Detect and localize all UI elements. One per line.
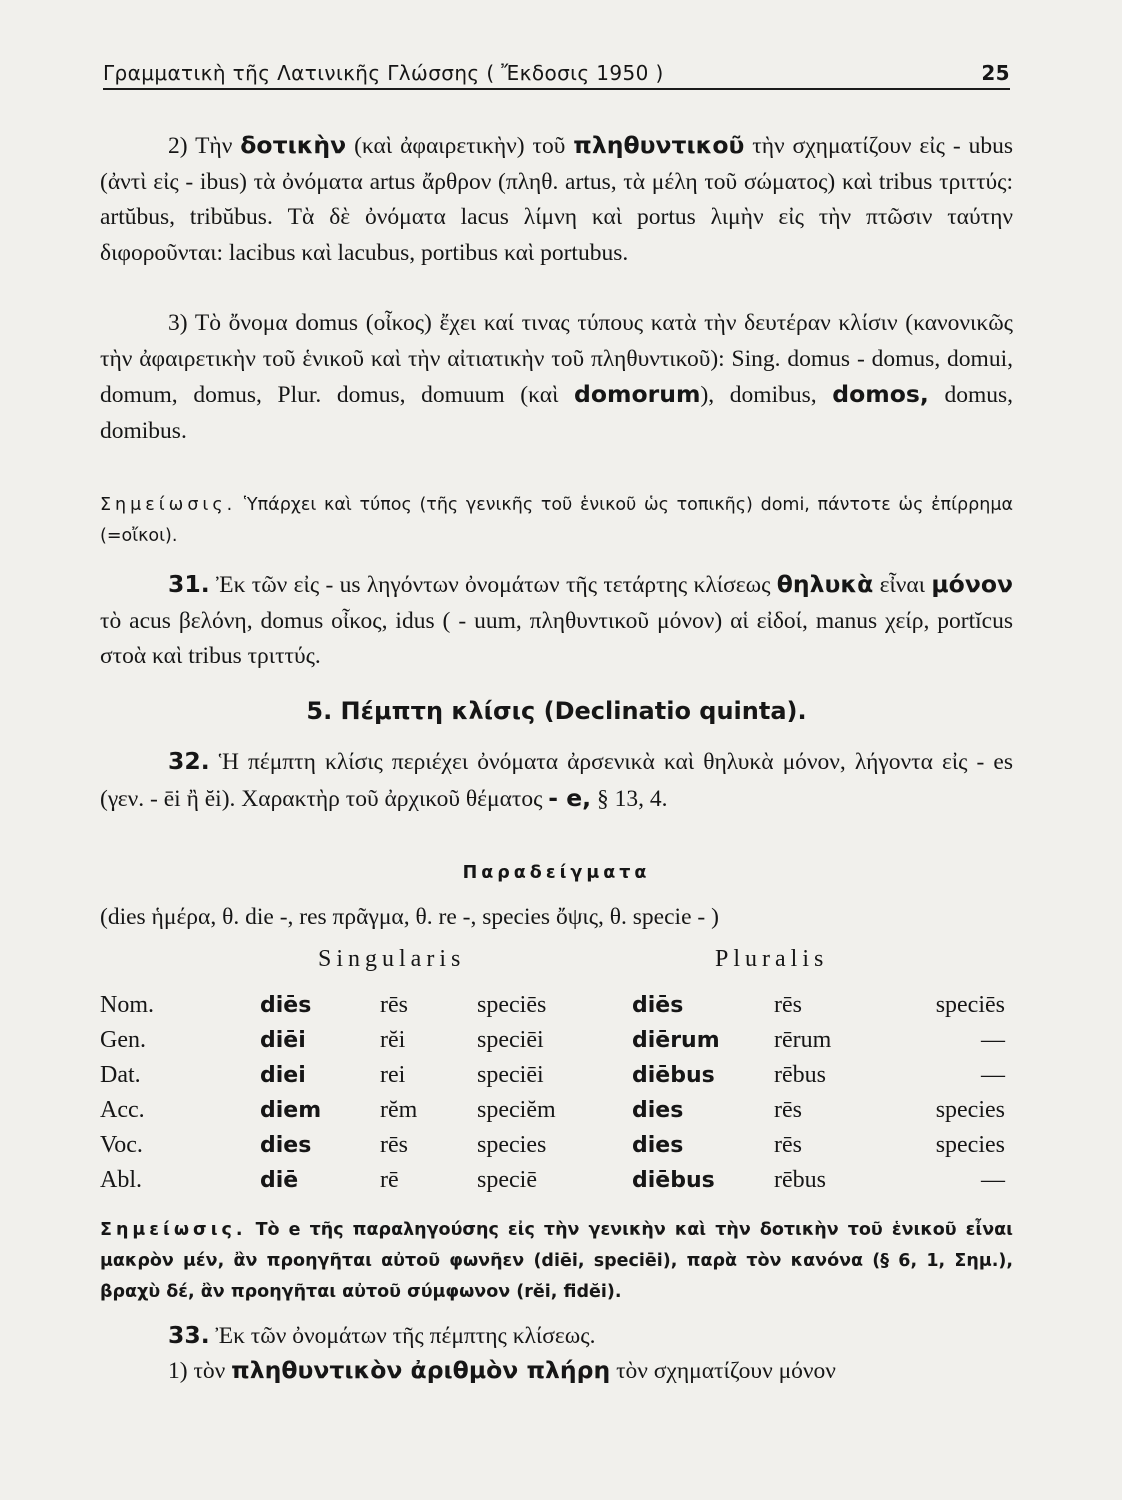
declension-cell-p1: diēbus	[632, 1168, 715, 1193]
declension-cell-s3: speciĕm	[477, 1097, 556, 1123]
section-number: 31.	[168, 570, 210, 598]
declension-cell-s2: rē	[380, 1167, 399, 1193]
declension-row	[100, 1163, 1005, 1198]
paragraph-3-domus: 3) Τὸ ὄνομα domus (οἶκος) ἔχει καί τινας τύπους κατὰ τὴν δευτέραν κλίσιν (κανονικῶς τὴν ἀφαιρετικὴν τοῦ ἑνικοῦ καὶ τὴν αἰτιατικὴν τοῦ πληθυντικοῦ): Sing. domus - domus, domui, domum, domus, Plur. domus, domuum (καὶ domorum), domibus, domos, domus, domibus.	[100, 310, 1013, 444]
declension-cell-s1: diei	[260, 1063, 306, 1088]
declension-cell-s2: rĕi	[380, 1027, 406, 1053]
declension-cell-s2: rēs	[380, 1132, 408, 1158]
declension-cell-p1: dies	[632, 1133, 684, 1158]
section-31: 31. Ἐκ τῶν εἰς - us ληγόντων ὀνομάτων τῆς τετάρτης κλίσεως θηλυκὰ εἶναι μόνον τὸ acus βελόνη, domus οἶκος, idus ( - uum, πληθυντικοῦ μόνον) αἱ εἰδοί, manus χείρ, portĭcus στοὰ καὶ tribus τριττύς.	[100, 570, 1013, 669]
declension-cell-p2: rēs	[774, 1097, 802, 1123]
section-number: 33.	[168, 1321, 210, 1349]
declension-cell-case: Abl.	[100, 1167, 142, 1193]
declension-cell-p2: rēbus	[774, 1062, 826, 1088]
declension-cell-p3: speciēs	[935, 992, 1005, 1018]
bold-term: θηλυκὰ	[776, 570, 874, 598]
declension-cell-p3: —	[981, 1027, 1005, 1053]
header-title: Γραμματικὴ τῆς Λατινικῆς Γλώσσης ( Ἔκδοσις 1950 )	[103, 61, 664, 85]
running-header	[103, 58, 1010, 90]
section-33: 33. Ἐκ τῶν ὀνομάτων τῆς πέμπτης κλίσεως.	[168, 1321, 596, 1349]
section-heading-5: 5. Πέμπτη κλίσις (Declinatio quinta).	[306, 697, 807, 725]
declension-cell-p2: rēbus	[774, 1167, 826, 1193]
declension-cell-s1: diē	[260, 1168, 299, 1193]
declension-cell-p3: species	[935, 1132, 1005, 1158]
paradigm-title: Παραδείγματα	[462, 863, 651, 883]
page-number: 25	[981, 61, 1010, 85]
bold-term: πληθυντικοῦ	[573, 131, 745, 159]
declension-cell-p3: species	[935, 1097, 1005, 1123]
declension-row	[100, 1128, 1005, 1163]
declension-cell-s1: diem	[260, 1098, 322, 1123]
bold-term: πληθυντικὸν ἀριθμὸν πλήρη	[231, 1356, 611, 1384]
note-label: Σημείωσις.	[100, 1220, 247, 1240]
note-label: Σημείωσις.	[100, 495, 237, 515]
paradigm-examples: (dies ἡμέρα, θ. die -, res πρᾶγμα, θ. re -, species ὄψις, θ. specie - )	[100, 904, 719, 930]
bold-term: domorum	[574, 380, 701, 408]
declension-cell-s2: rēs	[380, 992, 408, 1018]
declension-cell-s3: speciē	[477, 1167, 537, 1193]
declension-cell-s1: dies	[260, 1133, 312, 1158]
singular-header: Singularis	[318, 946, 466, 972]
declension-cell-s1: diēi	[260, 1028, 306, 1053]
declension-cell-case: Nom.	[100, 992, 154, 1018]
declension-cell-s3: speciēi	[477, 1027, 544, 1053]
declension-cell-s2: rĕm	[380, 1097, 418, 1123]
bold-term: - e,	[548, 783, 592, 812]
declension-cell-p3: —	[981, 1062, 1005, 1088]
declension-cell-s2: rei	[380, 1062, 406, 1088]
declension-cell-p1: diērum	[632, 1028, 720, 1053]
bold-term: δοτικὴν	[240, 131, 347, 159]
declension-cell-p2: rēs	[774, 1132, 802, 1158]
section-33-item-1: 1) τὸν πληθυντικὸν ἀριθμὸν πλήρη τὸν σχηματίζουν μόνον	[168, 1356, 836, 1384]
declension-cell-s3: speciēs	[477, 992, 547, 1018]
declension-row	[100, 1023, 1005, 1058]
note-2: Σημείωσις. Τὸ e τῆς παραληγούσης εἰς τὴν γενικὴν καὶ τὴν δοτικὴν τοῦ ἑνικοῦ εἶναι μακρὸν μέν, ἂν προηγῆται αὐτοῦ φωνῆεν (diēi, speciēi), παρὰ τὸν κανόνα (§ 6, 1, Σημ.), βραχὺ δέ, ἂν προηγῆται αὐτοῦ σύμφωνον (rĕi, fidĕi).	[100, 1220, 1013, 1302]
declension-cell-p3: —	[981, 1167, 1005, 1193]
declension-cell-case: Voc.	[100, 1132, 143, 1158]
declension-cell-case: Gen.	[100, 1027, 146, 1053]
note-1: Σημείωσις. Ὑπάρχει καὶ τύπος (τῆς γενικῆς τοῦ ἑνικοῦ ὡς τοπικῆς) domi, πάντοτε ὡς ἐπίρρημα (=οἴκοι).	[100, 495, 1013, 546]
declension-cell-case: Dat.	[100, 1062, 141, 1088]
declension-cell-p2: rērum	[774, 1027, 832, 1053]
declension-cell-p1: diēs	[632, 993, 684, 1018]
declension-cell-s3: species	[477, 1132, 547, 1158]
section-number: 32.	[168, 747, 210, 775]
declension-row	[100, 1093, 1005, 1128]
declension-row	[100, 1058, 1005, 1093]
declension-cell-s3: speciēi	[477, 1062, 544, 1088]
declension-cell-s1: diēs	[260, 993, 312, 1018]
declension-cell-p2: rēs	[774, 992, 802, 1018]
declension-cell-p1: dies	[632, 1098, 684, 1123]
declension-cell-p1: diēbus	[632, 1063, 715, 1088]
section-32: 32. Ἡ πέμπτη κλίσις περιέχει ὀνόματα ἀρσενικὰ καὶ θηλυκὰ μόνον, λήγοντα εἰς - es (γεν. - ēi ἢ ĕi). Χαρακτὴρ τοῦ ἀρχικοῦ θέματος - e, § 13, 4.	[100, 747, 1013, 812]
plural-header: Pluralis	[715, 946, 829, 972]
declension-cell-case: Acc.	[100, 1097, 145, 1123]
bold-term: μόνον	[931, 570, 1013, 598]
bold-term: domos,	[832, 380, 929, 408]
declension-row	[100, 988, 1005, 1023]
declension-table	[100, 988, 1005, 1198]
paragraph-2-dative: 2) Τὴν δοτικὴν (καὶ ἀφαιρετικὴν) τοῦ πληθυντικοῦ τὴν σχηματίζουν εἰς - ubus (ἀντὶ εἰς - ibus) τὰ ὀνόματα artus ἄρθρον (πληθ. artus, τὰ μέλη τοῦ σώματος) καὶ tribus τριττύς: artŭbus, tribŭbus. Τὰ δὲ ὀνόματα lacus λίμνη καὶ portus λιμὴν εἰς τὴν πτῶσιν ταύτην διφοροῦνται: lacibus καὶ lacubus, portibus καὶ portubus.	[100, 131, 1013, 266]
